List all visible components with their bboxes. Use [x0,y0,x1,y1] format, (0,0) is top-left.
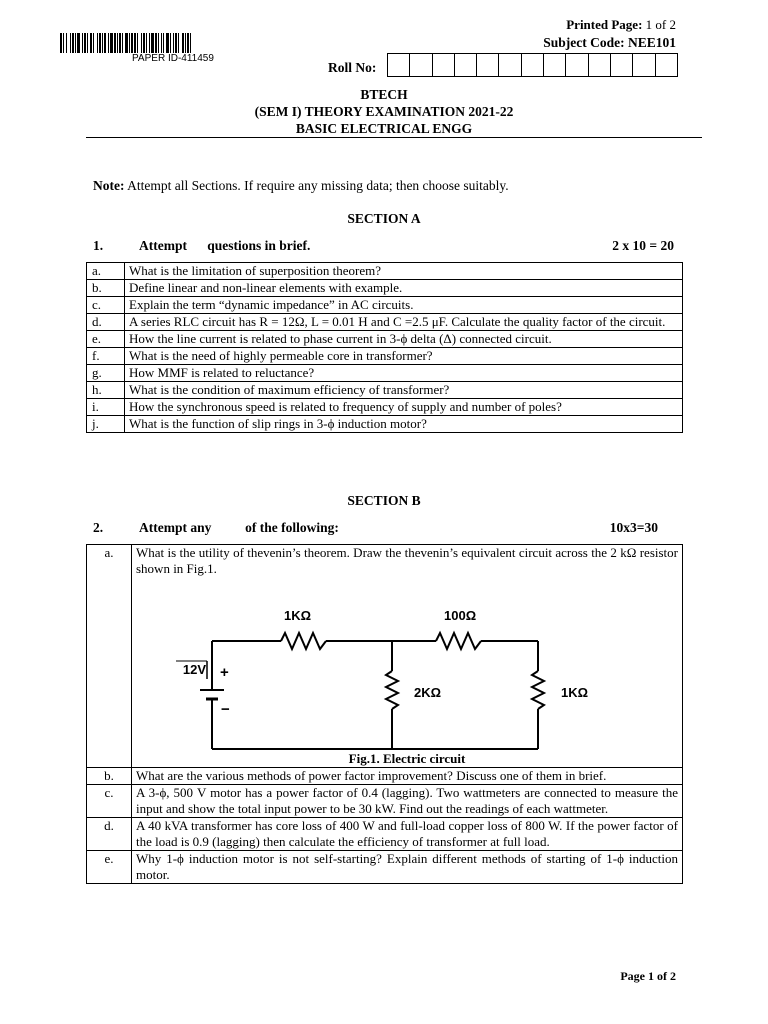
page-footer: Page 1 of 2 [620,969,676,983]
item-text: Define linear and non-linear elements with example. [125,280,683,297]
table-row [87,331,683,348]
note-text: Attempt all Sections. If require any missing data; then choose suitably. [127,178,509,193]
roll-no-box [543,53,566,77]
barcode-bar [82,33,83,53]
source-minus-label: − [221,701,230,718]
barcode-bar [66,33,67,53]
barcode-image [60,33,292,53]
barcode-bar [161,33,162,53]
barcode-bar [97,33,98,53]
barcode-bar [90,33,92,53]
printed-page-label: Printed Page: [566,17,643,32]
barcode-bar [175,33,177,53]
roll-no-box [432,53,455,77]
barcode-bar [146,33,147,53]
barcode-bar [110,33,113,53]
table-row [87,545,683,768]
item-text: Why 1-ϕ induction motor is not self-starting? Explain different methods of starting of 1-ϕ induction motor. [132,851,683,884]
barcode-bar [163,33,164,53]
roll-no-box [632,53,655,77]
barcode-bar [166,33,169,53]
item-label: f. [87,348,125,365]
item-label: e. [87,331,125,348]
item-text: What is the condition of maximum efficiency of transformer? [125,382,683,399]
barcode-bar [119,33,121,53]
roll-no-box [565,53,588,77]
table-row [87,280,683,297]
figure-caption: Fig.1. Electric circuit [348,751,466,766]
item-label: c. [87,785,132,818]
section-b-title: SECTION B [347,493,421,508]
roll-no-label: Roll No: [328,60,377,75]
paper-id: PAPER ID-411459 [132,53,214,64]
question-2-heading [93,520,674,538]
barcode-bar [178,33,179,53]
item-text: A 40 kVA transformer has core loss of 400 W and full-load copper loss of 800 W. If the power factor of the load is 0.9 (lagging) then calculate the efficiency of transformer at full load. [132,818,683,851]
roll-no-box [588,53,611,77]
item-text-block [132,545,683,768]
table-row [87,399,683,416]
barcode-bar [190,33,191,53]
item-label: e. [87,851,132,884]
resistor-1k-top-label: 1KΩ [284,608,312,623]
question-1-text: Attempt questions in brief. [139,238,311,253]
header-divider [86,137,702,138]
item-label: a. [87,263,125,280]
item-label: d. [87,818,132,851]
item-text: A 3-ϕ, 500 V motor has a power factor of 0.4 (lagging). Two wattmeters are connected to measure the input and show the total input power to be 30 kW. Find out the readings of each wattmeter. [132,785,683,818]
table-row [87,365,683,382]
barcode-bar [141,33,142,53]
barcode-bar [173,33,174,53]
roll-no-box [498,53,521,77]
item-text: What is the limitation of superposition theorem? [125,263,683,280]
resistor-2k-label: 2KΩ [414,685,442,700]
question-1-marks: 2 x 10 = 20 [612,238,674,253]
barcode-bar [108,33,109,53]
roll-no-box [409,53,432,77]
barcode-bar [70,33,71,53]
barcode-bar [75,33,76,53]
item-label: b. [87,280,125,297]
resistor-100-label: 100Ω [444,608,477,623]
source-label: 12V [182,662,206,677]
circuit-diagram [136,577,666,755]
item-label: d. [87,314,125,331]
question-2-marks: 10x3=30 [609,520,658,535]
subject-code: Subject Code: NEE101 [543,35,676,50]
item-label: h. [87,382,125,399]
barcode-bar [72,33,74,53]
exam-title: (SEM I) THEORY EXAMINATION 2021-22 [254,104,514,119]
table-row [87,851,683,884]
barcode-bar [137,33,138,53]
question-2-text: Attempt any of the following: [139,520,339,535]
source-plus-label: + [220,664,229,681]
table-row [87,416,683,433]
item-text: How the synchronous speed is related to frequency of supply and number of poles? [125,399,683,416]
item-label: i. [87,399,125,416]
table-row [87,297,683,314]
barcode-bar [125,33,128,53]
question-2-number: 2. [93,520,104,535]
roll-no-box [610,53,633,77]
barcode-bar [77,33,80,53]
table-row [87,382,683,399]
note-label: Note: [93,178,125,193]
item-label: g. [87,365,125,382]
roll-no-boxes [388,53,678,77]
barcode-bar [93,33,94,53]
printed-page-value: 1 of 2 [645,17,676,32]
note [93,178,509,194]
barcode-bar [99,33,101,53]
barcode-bar [122,33,123,53]
barcode-bar [114,33,116,53]
printed-page [566,17,676,33]
barcode-bar [158,33,159,53]
item-label: j. [87,416,125,433]
table-row [87,314,683,331]
barcode-bar [149,33,150,53]
question-1-number: 1. [93,238,104,253]
item-text: How the line current is related to phase current in 3-ϕ delta (Δ) connected circuit. [125,331,683,348]
barcode-bar [63,33,64,53]
barcode-bar [182,33,184,53]
table-row [87,785,683,818]
roll-no-box [387,53,410,77]
table-row [87,348,683,365]
section-b-table [86,544,683,884]
item-text: What is the function of slip rings in 3-ϕ induction motor? [125,416,683,433]
barcode-bar [170,33,171,53]
barcode-bar [143,33,145,53]
question-1-heading [93,238,674,256]
roll-no-box [655,53,678,77]
section-a-title: SECTION A [347,211,421,226]
barcode-bar [155,33,157,53]
subject-title: BASIC ELECTRICAL ENGG [295,121,473,136]
barcode-bar [117,33,118,53]
roll-no-box [454,53,477,77]
barcode-bar [134,33,136,53]
table-row [87,263,683,280]
section-a-table [86,262,683,433]
item-label: b. [87,768,132,785]
barcode-bar [131,33,133,53]
barcode-bar [104,33,106,53]
item-text: What are the various methods of power factor improvement? Discuss one of them in brief. [132,768,683,785]
barcode-bar [84,33,86,53]
barcode-bar [185,33,186,53]
barcode-bar [151,33,154,53]
barcode-bar [60,33,62,53]
item-text: A series RLC circuit has R = 12Ω, L = 0.01 H and C =2.5 μF. Calculate the quality factor of the circuit. [125,314,683,331]
table-row [87,818,683,851]
item-text: Explain the term “dynamic impedance” in AC circuits. [125,297,683,314]
item-text: What is the need of highly permeable core in transformer? [125,348,683,365]
table-row [87,768,683,785]
barcode-bar [129,33,130,53]
roll-no-box [521,53,544,77]
barcode-bar [87,33,88,53]
barcode-bar [187,33,189,53]
barcode-bar [102,33,103,53]
roll-no-box [476,53,499,77]
item-text: What is the utility of thevenin’s theorem. Draw the thevenin’s equivalent circuit across the 2 kΩ resistor shown in Fig.1. [136,545,678,576]
item-label: a. [87,545,132,768]
item-text: How MMF is related to reluctance? [125,365,683,382]
resistor-1k-right-label: 1KΩ [561,685,589,700]
program-title: BTECH [360,87,408,102]
item-label: c. [87,297,125,314]
